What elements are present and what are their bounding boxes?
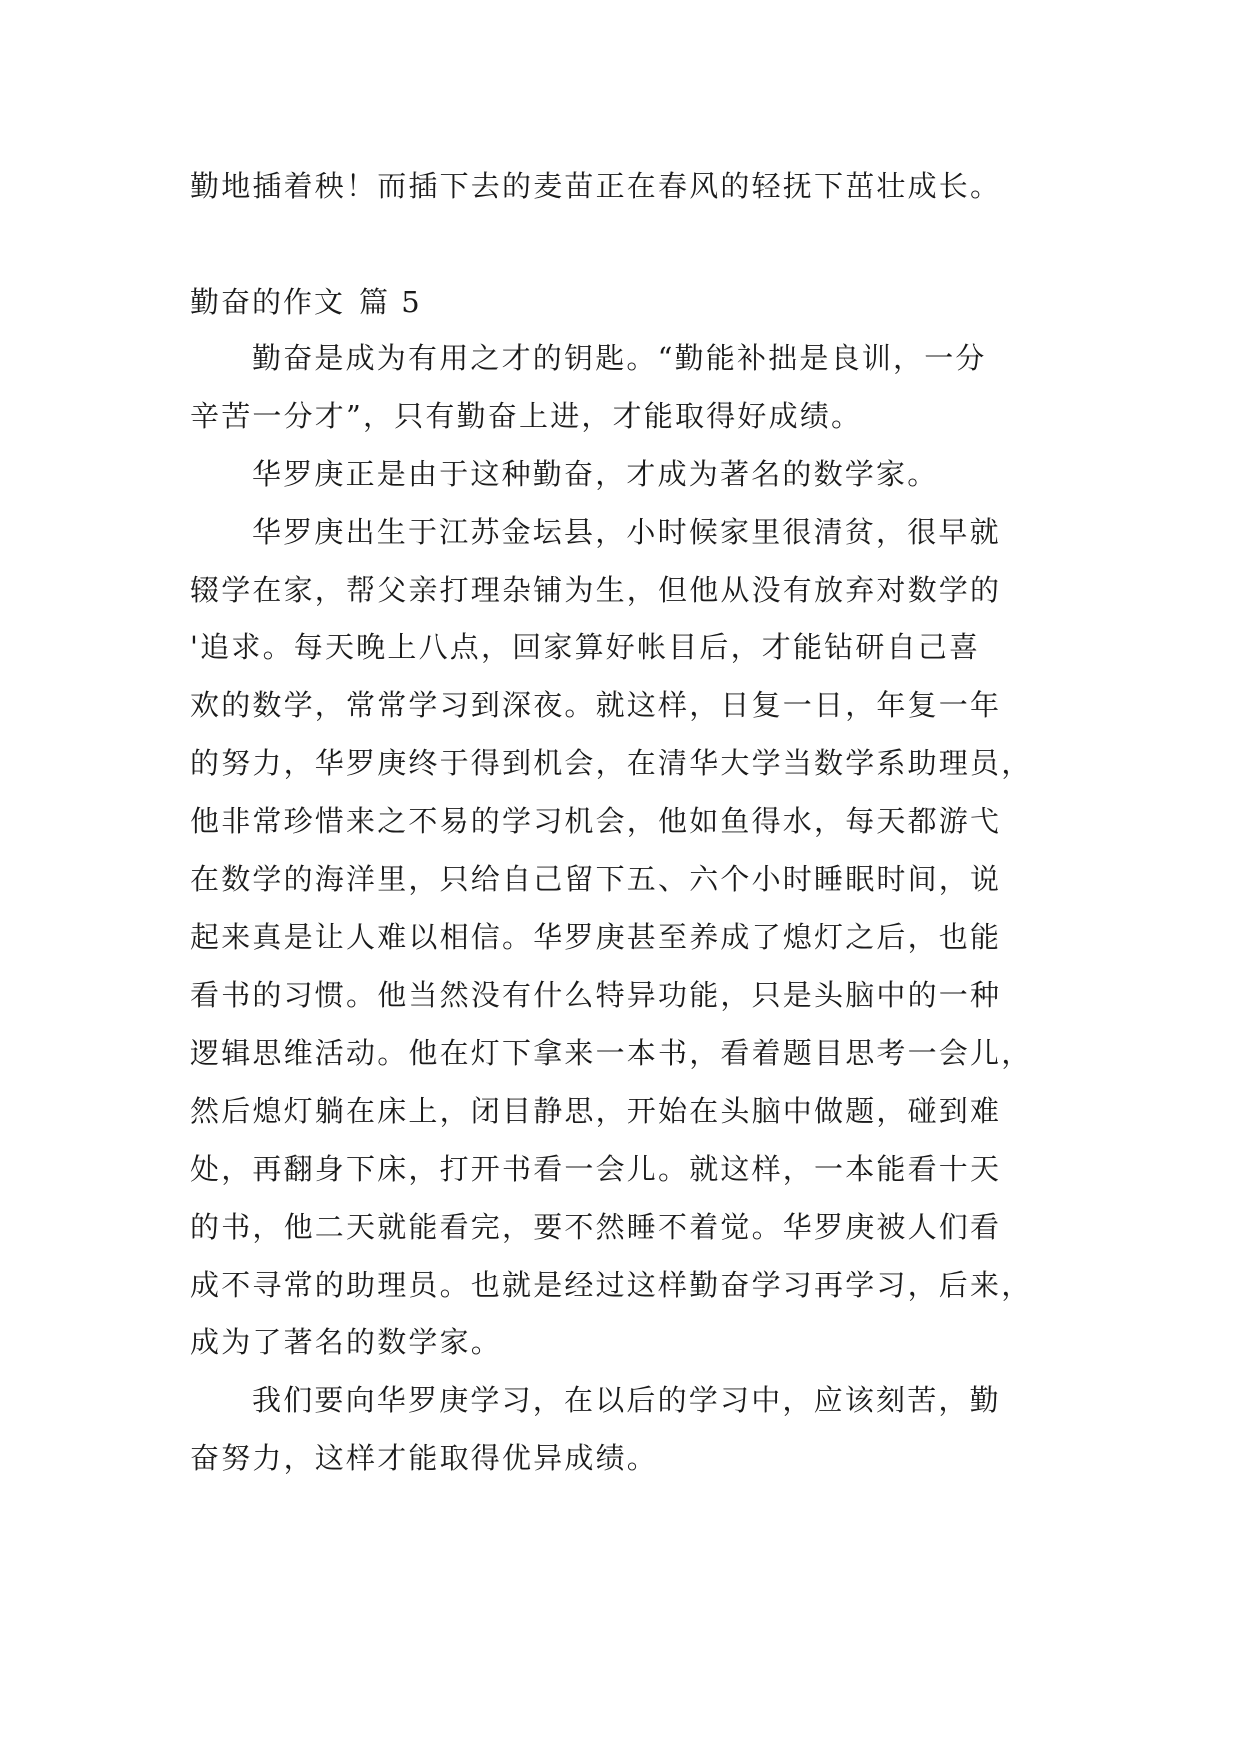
heading-title: 勤奋的作文 xyxy=(190,285,346,319)
paragraph-4-line-2: 奋努力，这样才能取得优异成绩。 xyxy=(190,1441,659,1475)
paragraph-3-line-14: 成不寻常的助理员。也就是经过这样勤奋学习再学习，后来， xyxy=(190,1268,1033,1302)
paragraph-3-line-7: 在数学的海洋里，只给自己留下五、六个小时睡眠时间，说 xyxy=(190,862,1002,896)
paragraph-3-line-6: 他非常珍惜来之不易的学习机会，他如鱼得水，每天都游弋 xyxy=(190,804,1002,838)
paragraph-2-line-1: 华罗庚正是由于这种勤奋，才成为著名的数学家。 xyxy=(252,457,939,491)
paragraph-3-line-1: 华罗庚出生于江苏金坛县，小时候家里很清贫，很早就 xyxy=(252,515,1001,549)
intro-line: 勤地插着秧！而插下去的麦苗正在春风的轻抚下茁壮成长。 xyxy=(190,169,1002,203)
paragraph-4-line-1: 我们要向华罗庚学习，在以后的学习中，应该刻苦，勤 xyxy=(252,1383,1001,1417)
paragraph-3-line-12: 处，再翻身下床，打开书看一会儿。就这样，一本能看十天 xyxy=(190,1152,1002,1186)
paragraph-3-line-10: 逻辑思维活动。他在灯下拿来一本书，看着题目思考一会儿， xyxy=(190,1036,1033,1070)
heading-section-number: 篇 5 xyxy=(359,285,422,319)
paragraph-3-line-13: 的书，他二天就能看完，要不然睡不着觉。华罗庚被人们看 xyxy=(190,1210,1002,1244)
paragraph-3-line-5: 的努力，华罗庚终于得到机会，在清华大学当数学系助理员， xyxy=(190,746,1033,780)
paragraph-3-line-8: 起来真是让人难以相信。华罗庚甚至养成了熄灯之后，也能 xyxy=(190,920,1002,954)
paragraph-1-line-2: 辛苦一分才”，只有勤奋上进，才能取得好成绩。 xyxy=(190,399,863,433)
paragraph-3-line-2: 辍学在家，帮父亲打理杂铺为生，但他从没有放弃对数学的 xyxy=(190,573,1002,607)
paragraph-1-line-1: 勤奋是成为有用之才的钥匙。“勤能补拙是良训，一分 xyxy=(252,341,987,375)
paragraph-3-line-15: 成为了著名的数学家。 xyxy=(190,1325,503,1359)
paragraph-3-line-3: '追求。每天晚上八点，回家算好帐目后，才能钻研自己喜 xyxy=(190,630,981,664)
paragraph-3-line-9: 看书的习惯。他当然没有什么特异功能，只是头脑中的一种 xyxy=(190,978,1002,1012)
paragraph-3-line-11: 然后熄灯躺在床上，闭目静思，开始在头脑中做题，碰到难 xyxy=(190,1094,1002,1128)
paragraph-3-line-4: 欢的数学，常常学习到深夜。就这样，日复一日，年复一年 xyxy=(190,688,1002,722)
section-heading xyxy=(190,282,422,322)
